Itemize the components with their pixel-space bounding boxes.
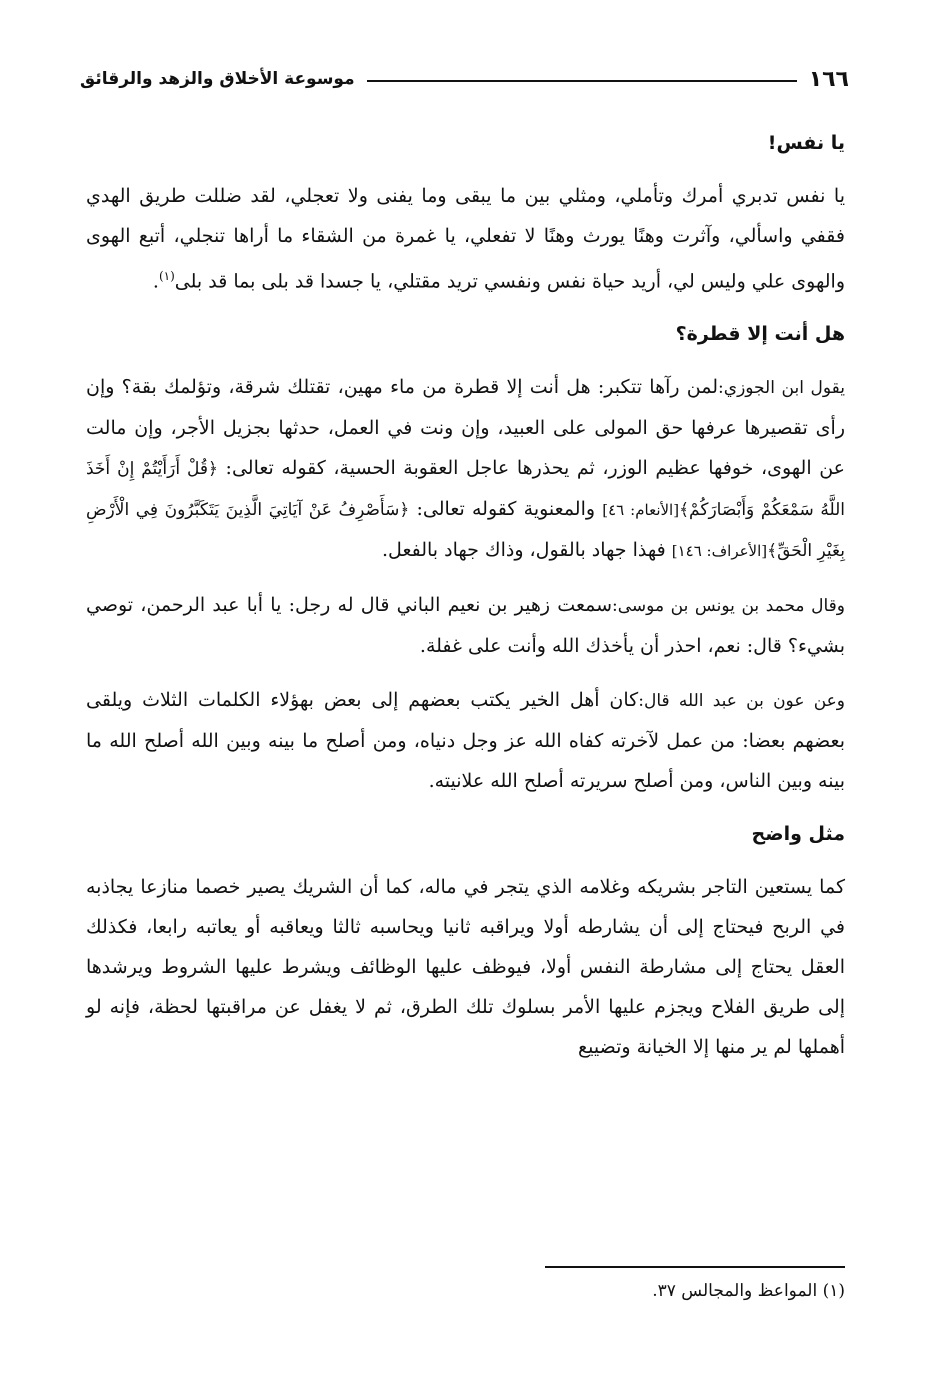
paragraph-text: والمعنوية كقوله تعالى: [416, 498, 596, 521]
header-rule [367, 80, 797, 82]
section-heading: هل أنت إلا قطرة؟ [675, 323, 845, 346]
paragraph-text: كان أهل الخير يكتب بعضهم إلى بعض بهؤلاء الكلمات الثلاث ويلقى بعضهم بعضا: من عمل لآخرته كفاه الله عز وجل دنياه، ومن أصلح ما بينه وبين الله أصلح الله ما بينه وبين الناس، ومن أصلح سريرته أصلح الله علانيته. [86, 689, 845, 793]
paragraph-ending: . [152, 270, 159, 293]
running-header [80, 62, 849, 96]
speaker-attribution: يقول ابن الجوزي: [718, 378, 845, 399]
paragraph [86, 680, 845, 801]
paragraph [86, 367, 845, 571]
footnote: (١) المواعظ والمجالس ٣٧. [652, 1281, 845, 1301]
section-heading: يا نفس! [767, 132, 845, 154]
paragraph-text: يا نفس تدبري أمرك وتأملي، ومثلي بين ما يبقى وما يفنى ولا تعجلي، لقد ضللت طريق الهدي فقفي واسألي، وآثرت وهنًا يورث وهنًا لا تفعلي، يا غمرة من الشقاء ما أراها تنجلي، أتبع الهوى والهوى علي وليس لي، أريد حياة نفس ونفسي تريد مقتلي، يا جسدا قد بلى بما قد بلى [86, 185, 845, 293]
paragraph [86, 176, 845, 301]
paragraph-text: فهذا جهاد بالقول، وذاك جهاد بالفعل. [382, 539, 666, 562]
section-heading: مثل واضح [751, 823, 845, 846]
section-ya-nafs [86, 124, 845, 301]
paragraph [86, 867, 845, 1067]
paragraph-text: سمعت زهير بن نعيم الباني قال له رجل: يا أبا عبد الرحمن، توصي بشيء؟ قال: نعم، احذر أن يأخذك الله وأنت على غفلة. [86, 594, 845, 658]
paragraph-text: كما يستعين التاجر بشريكه وغلامه الذي يتجر في ماله، كما أن الشريك يصير خصما منازعا يجاذبه في الربح فيحتاج إلى أن يشارطه أولا ويراقبه ثانيا ويحاسبه ثالثا ويعاقبه أو يعاتبه رابعا، فكذلك العقل يحتاج إلى مشارطة النفس أولا، فيوظف عليها الوظائف ويشرط عليها الشروط ويرشدها إلى طريق الفلاح ويجزم عليها الأمر بسلوك تلك الطرق، ثم لا يغفل عن مراقبتها لحظة، فإنه لو أهملها لم ير منها إلا الخيانة وتضييع [86, 876, 845, 1059]
book-title: موسوعة الأخلاق والزهد والرقائق [80, 69, 355, 89]
verse-reference: [الأنعام: ٤٦] [602, 501, 680, 520]
footnote-marker[interactable]: (١) [158, 269, 175, 283]
verse-reference: [الأعراف: ١٤٦] [671, 542, 768, 561]
page-content [86, 124, 845, 1081]
section-qatra [86, 315, 845, 801]
speaker-attribution: وعن عون بن عبد الله قال: [638, 691, 846, 712]
paragraph-text: لمن رآها تتكبر: هل أنت إلا قطرة من ماء مهين، تقتلك شرقة، وتؤلمك بقة؟ وإن رأى تقصيرها عرفها حق المولى على العبيد، وإن ونت في العمل، حدثها بجزيل الأجر، وإن مالت عن الهوى، خوفها عظيم الوزر، ثم يحذرها عاجل العقوبة الحسية، كقوله تعالى: [86, 376, 845, 480]
quran-verse: ﴿سَأَصْرِفُ عَنْ آيَاتِيَ الَّذِينَ يَتَكَبَّرُونَ فِي الْأَرْضِ بِغَيْرِ الْحَقِّ﴾ [86, 500, 845, 562]
page-number: ١٦٦ [808, 66, 849, 92]
section-mathal [86, 815, 845, 1067]
paragraph [86, 585, 845, 666]
speaker-attribution: وقال محمد بن يونس بن موسى: [612, 596, 846, 617]
quran-verse: ﴿قُلْ أَرَأَيْتُمْ إِنْ أَخَذَ اللَّهُ سَمْعَكُمْ وَأَبْصَارَكُمْ﴾ [86, 459, 846, 521]
footnote-rule [545, 1266, 845, 1268]
